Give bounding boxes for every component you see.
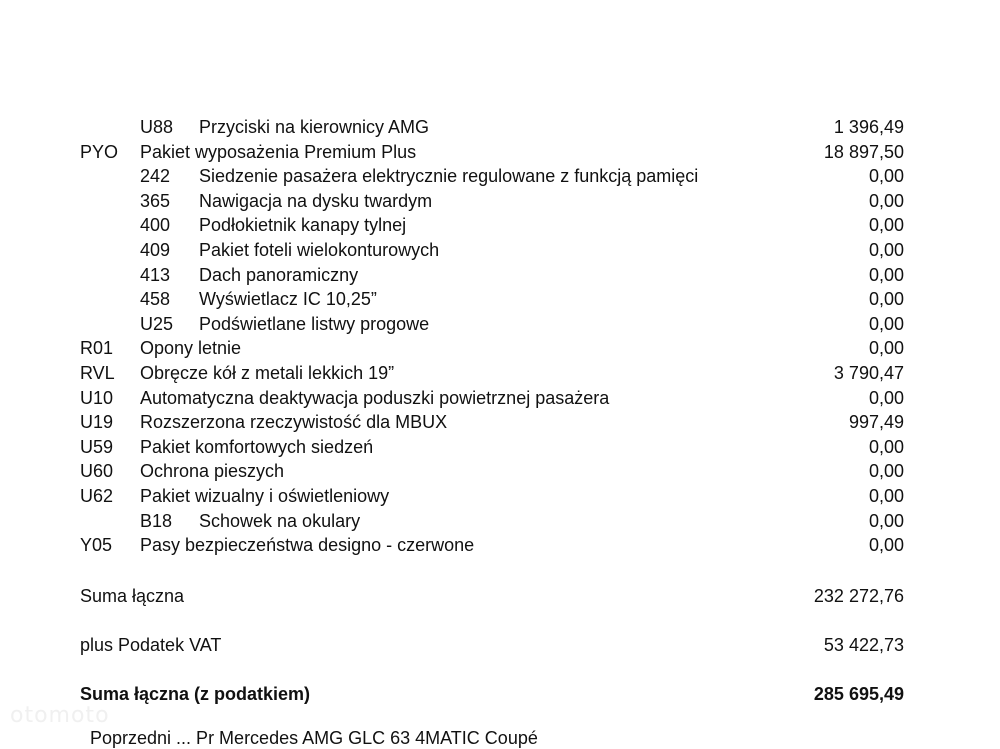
- option-code: 413: [140, 264, 171, 285]
- option-row: [0, 386, 1000, 410]
- option-code: R01: [80, 338, 114, 359]
- option-row: [0, 189, 1000, 213]
- option-description: Rozszerzona rzeczywistość dla MBUX: [140, 412, 448, 433]
- option-description: Pasy bezpieczeństwa designo - czerwone: [140, 535, 475, 556]
- option-row: [0, 115, 1000, 139]
- vat-row: [0, 633, 1000, 657]
- option-price: 18 897,50: [823, 141, 904, 162]
- option-description: Siedzenie pasażera elektrycznie regulowane z funkcją pamięci: [199, 166, 699, 187]
- option-description: Pakiet wyposażenia Premium Plus: [140, 141, 417, 162]
- option-price: 0,00: [868, 338, 904, 359]
- option-code: 242: [140, 166, 171, 187]
- option-description: Schowek na okulary: [199, 510, 361, 531]
- option-row: [0, 263, 1000, 287]
- option-price: 0,00: [868, 510, 904, 531]
- option-code: U10: [80, 387, 114, 408]
- option-code: B18: [140, 510, 173, 531]
- option-price: 0,00: [868, 313, 904, 334]
- watermark: otomoto: [10, 703, 110, 728]
- option-code: 365: [140, 190, 171, 211]
- option-code: PYO: [80, 141, 119, 162]
- option-code: Y05: [80, 535, 113, 556]
- option-row: [0, 459, 1000, 483]
- option-price: 0,00: [868, 289, 904, 310]
- gross-total-value: 285 695,49: [813, 684, 904, 704]
- option-row: [0, 140, 1000, 164]
- option-description: Podświetlane listwy progowe: [199, 313, 430, 334]
- option-code: U59: [80, 436, 114, 457]
- option-row: [0, 213, 1000, 237]
- option-row: [0, 287, 1000, 311]
- option-code: RVL: [80, 363, 115, 383]
- option-description: Opony letnie: [140, 338, 242, 359]
- option-code: 400: [140, 215, 171, 236]
- vat-value: 53 422,73: [823, 635, 904, 655]
- option-price: 0,00: [868, 166, 904, 187]
- option-row: [0, 312, 1000, 336]
- option-description: Pakiet komfortowych siedzeń: [140, 436, 374, 457]
- gross-total-label: Suma łączna (z podatkiem): [80, 684, 311, 704]
- option-description: Przyciski na kierownicy AMG: [199, 117, 430, 137]
- option-price: 0,00: [868, 387, 904, 408]
- subtotal-row: [0, 584, 1000, 608]
- option-code: 458: [140, 289, 171, 310]
- option-price: 0,00: [868, 535, 904, 556]
- option-description: Dach panoramiczny: [199, 264, 359, 285]
- option-price: 0,00: [868, 486, 904, 506]
- option-price: 0,00: [868, 264, 904, 285]
- option-row: [0, 484, 1000, 508]
- option-code: U60: [80, 461, 114, 482]
- option-description: Automatyczna deaktywacja poduszki powietrznej pasażera: [140, 387, 610, 408]
- option-price: 1 396,49: [833, 117, 904, 137]
- option-code: U62: [80, 486, 114, 506]
- option-description: Podłokietnik kanapy tylnej: [199, 215, 407, 236]
- option-description: Obręcze kół z metali lekkich 19”: [140, 363, 395, 383]
- option-price: 0,00: [868, 190, 904, 211]
- option-price: 0,00: [868, 461, 904, 482]
- option-row: [0, 435, 1000, 459]
- option-code: U88: [140, 117, 174, 137]
- gross-total-row: [0, 682, 1000, 706]
- option-price: 0,00: [868, 436, 904, 457]
- option-description: Ochrona pieszych: [140, 461, 285, 482]
- option-row: [0, 336, 1000, 360]
- option-code: U19: [80, 412, 114, 433]
- option-code: 409: [140, 240, 171, 260]
- option-row: [0, 164, 1000, 188]
- option-description: Wyświetlacz IC 10,25”: [199, 289, 377, 310]
- option-price: 3 790,47: [833, 363, 904, 383]
- option-code: U25: [140, 313, 174, 334]
- option-description: Pakiet foteli wielokonturowych: [199, 240, 440, 260]
- option-description: Nawigacja na dysku twardym: [199, 190, 433, 211]
- option-price: 997,49: [848, 412, 904, 433]
- vat-label: plus Podatek VAT: [80, 635, 222, 655]
- subtotal-value: 232 272,76: [813, 586, 904, 606]
- option-description: Pakiet wizualny i oświetleniowy: [140, 486, 390, 506]
- option-row: [0, 410, 1000, 434]
- option-row: [0, 509, 1000, 533]
- option-row: [0, 238, 1000, 262]
- subtotal-label: Suma łączna: [80, 586, 185, 606]
- option-price: 0,00: [868, 240, 904, 260]
- option-price: 0,00: [868, 215, 904, 236]
- cutoff-text-line: Poprzedni ... Pr Mercedes AMG GLC 63 4MATIC Coupé: [90, 728, 538, 748]
- option-row: [0, 533, 1000, 557]
- option-row: [0, 361, 1000, 385]
